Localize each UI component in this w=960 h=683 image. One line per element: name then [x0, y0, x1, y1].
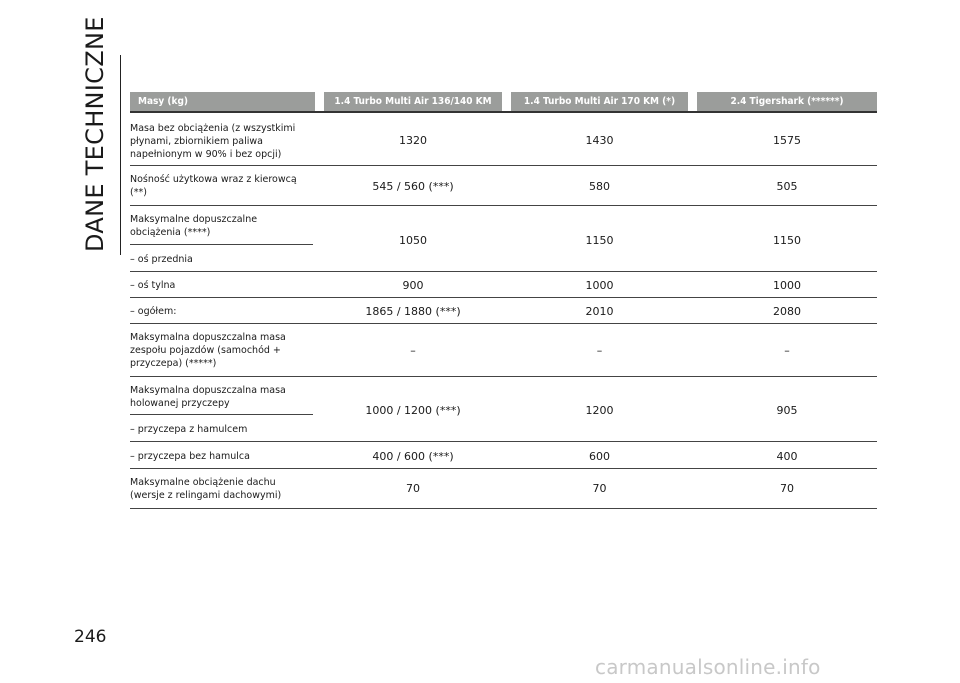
row-sublabel-front-axle: – oś przednia: [130, 254, 193, 265]
cell-value: 1000: [773, 279, 801, 292]
cell-value: 1575: [773, 134, 801, 147]
row-label-total: – ogółem:: [130, 306, 177, 317]
header-engine-136-140: 1.4 Turbo Multi Air 136/140 KM: [324, 92, 502, 111]
row-sublabel-braked-trailer: – przyczepa z hamulcem: [130, 424, 248, 435]
cell-value: 1430: [585, 134, 614, 147]
watermark: carmanualsonline.info: [595, 655, 821, 679]
row-label-max-axle-load: Maksymalne dopuszczalne obciążenia (****): [130, 214, 258, 238]
cell-value: 580: [589, 180, 610, 193]
cell-value: 2010: [585, 305, 614, 318]
cell-value: 545 / 560 (***): [372, 180, 454, 193]
row-divider: [130, 165, 877, 166]
row-label-payload: Nośność użytkowa wraz z kierowcą (**): [130, 174, 297, 198]
row-label-rear-axle: – oś tylna: [130, 280, 176, 291]
cell-value: 1000: [585, 279, 614, 292]
row-label-towed-trailer: Maksymalna dopuszczalna masa holowanej przyczepy: [130, 385, 286, 409]
section-title: [76, 16, 116, 252]
sub-row-divider: [130, 414, 313, 415]
page-number: 246: [74, 627, 107, 647]
cell-value: 400 / 600 (***): [372, 450, 454, 463]
row-divider: [130, 297, 877, 298]
cell-value: 1000 / 1200 (***): [365, 404, 461, 417]
cell-value: 1150: [773, 234, 801, 247]
row-divider: [130, 205, 877, 206]
cell-value: 1200: [585, 404, 614, 417]
cell-value: 400: [776, 450, 798, 463]
row-divider: [130, 376, 877, 377]
cell-value: 70: [592, 482, 607, 495]
row-label-curb-weight: Masa bez obciążenia (z wszystkimi płynami, zbiornikiem paliwa napełnionym w 90% i bez opcji): [130, 123, 296, 160]
cell-value: 1320: [399, 134, 427, 147]
cell-value: 505: [776, 180, 798, 193]
cell-value: 905: [776, 404, 798, 417]
row-divider: [130, 441, 877, 442]
row-divider: [130, 508, 877, 509]
cell-value: –: [596, 344, 603, 357]
header-engine-170: 1.4 Turbo Multi Air 170 KM (*): [511, 92, 688, 111]
row-label-roof-load: Maksymalne obciążenie dachu (wersje z relingami dachowymi): [130, 477, 282, 501]
cell-value: 70: [406, 482, 420, 495]
section-title-text: DANE TECHNICZNE: [81, 16, 109, 252]
row-label-unbraked-trailer: – przyczepa bez hamulca: [130, 451, 250, 462]
header-masses: Masy (kg): [130, 92, 315, 111]
row-label-gross-combination: Maksymalna dopuszczalna masa zespołu pojazdów (samochód + przyczepa) (*****): [130, 332, 286, 369]
row-divider: [130, 323, 877, 324]
cell-value: –: [410, 344, 416, 357]
cell-value: –: [784, 344, 790, 357]
row-divider: [130, 271, 877, 272]
cell-value: 900: [402, 279, 424, 292]
cell-value: 2080: [773, 305, 801, 318]
cell-value: 1150: [585, 234, 614, 247]
cell-value: 1865 / 1880 (***): [365, 305, 461, 318]
cell-value: 1050: [399, 234, 427, 247]
sub-row-divider: [130, 244, 313, 245]
section-title-rule: [120, 55, 121, 255]
row-divider: [130, 468, 877, 469]
header-rule: [130, 111, 877, 113]
header-engine-tigershark: 2.4 Tigershark (******): [697, 92, 877, 111]
cell-value: 70: [780, 482, 794, 495]
cell-value: 600: [589, 450, 610, 463]
